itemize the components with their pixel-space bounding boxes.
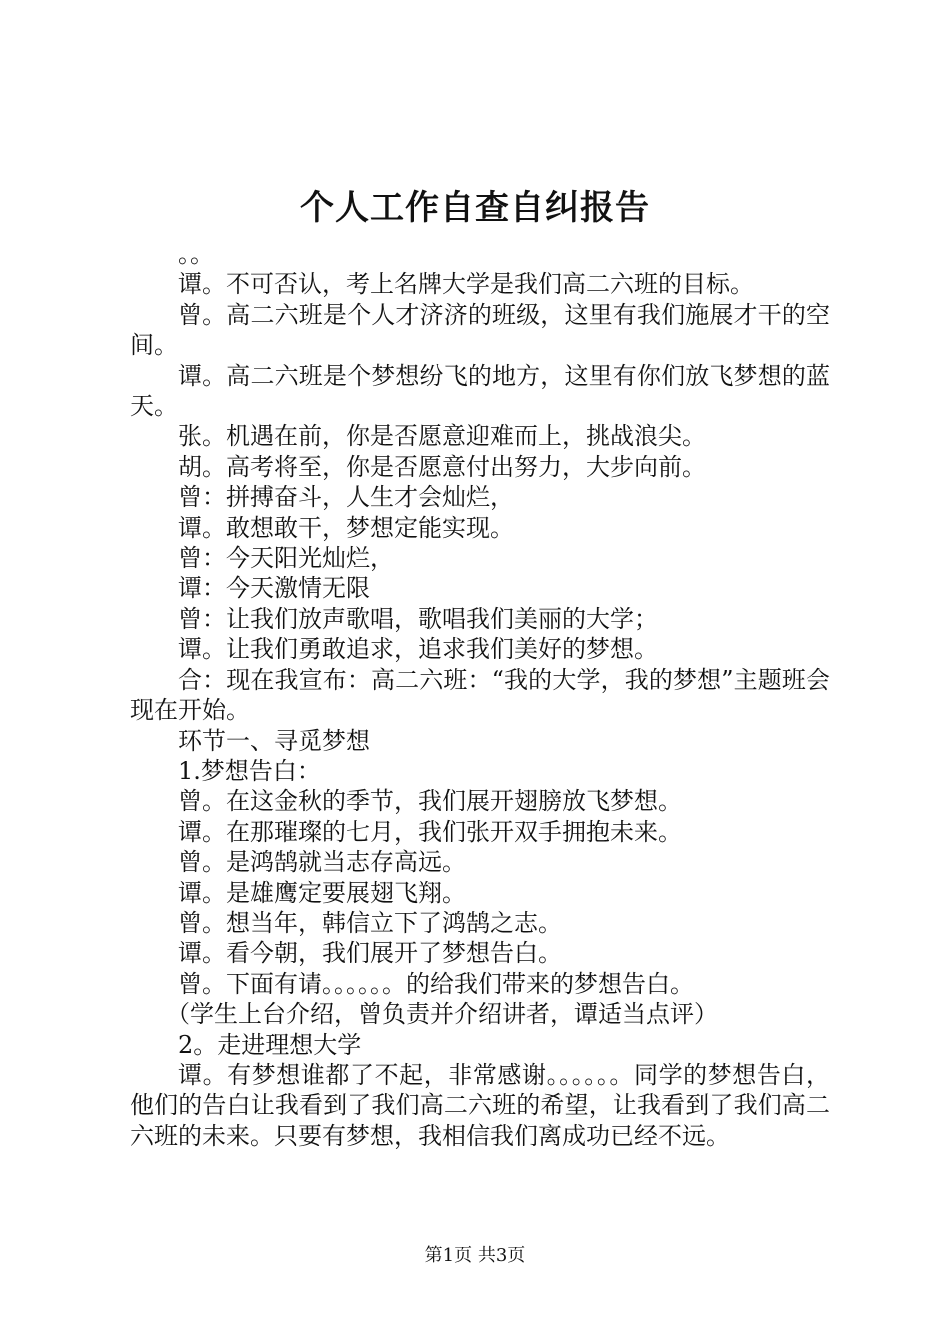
paragraph: 谭。在那璀璨的七月，我们张开双手拥抱未来。	[178, 817, 682, 846]
paragraph: 曾：让我们放声歌唱，歌唱我们美丽的大学；	[178, 604, 658, 633]
paragraph: 张。机遇在前，你是否愿意迎难而上，挑战浪尖。	[178, 422, 706, 451]
paragraph: 谭。不可否认，考上名牌大学是我们高二六班的目标。	[178, 270, 754, 299]
paragraph: 谭。有梦想谁都了不起，非常感谢。。。。。。同学的梦想告白，他们的告白让我看到了我们高二六班的希望，让我看到了我们高二六班的未来。只要有梦想，我相信我们离成功已经不远。	[130, 1060, 830, 1150]
paragraph: 谭。让我们勇敢追求，追求我们美好的梦想。	[178, 635, 658, 664]
subsection-heading: 1.梦想告白：	[178, 756, 321, 785]
paragraph: 曾：拼搏奋斗，人生才会灿烂，	[178, 483, 514, 512]
paragraph: 曾。高二六班是个人才济济的班级，这里有我们施展才干的空间。	[130, 300, 830, 360]
document-title: 个人工作自查自纠报告	[300, 188, 650, 228]
paragraph: 合：现在我宣布：高二六班：“我的大学，我的梦想”主题班会现在开始。	[130, 665, 830, 725]
paragraph: 曾。下面有请。。。。。。的给我们带来的梦想告白。	[178, 969, 694, 998]
paragraph: 曾：今天阳光灿烂，	[178, 544, 394, 573]
paragraph: 。。	[178, 240, 214, 268]
paragraph: 谭。看今朝，我们展开了梦想告白。	[178, 939, 562, 968]
paragraph: 谭。敢想敢干，梦想定能实现。	[178, 513, 514, 542]
stage-note: （学生上台介绍，曾负责并介绍讲者，谭适当点评）	[166, 1000, 718, 1029]
paragraph: 曾。在这金秋的季节，我们展开翅膀放飞梦想。	[178, 787, 682, 816]
page-footer: 第1页 共3页	[424, 1245, 526, 1266]
subsection-heading: 2。走进理想大学	[178, 1030, 362, 1059]
paragraph: 曾。想当年，韩信立下了鸿鹄之志。	[178, 908, 562, 937]
document-body	[130, 239, 830, 1151]
paragraph: 谭。高二六班是个梦想纷飞的地方，这里有你们放飞梦想的蓝天。	[130, 361, 830, 421]
paragraph: 曾。是鸿鹄就当志存高远。	[178, 848, 466, 877]
paragraph: 谭。是雄鹰定要展翅飞翔。	[178, 878, 466, 907]
paragraph: 胡。高考将至，你是否愿意付出努力，大步向前。	[178, 452, 706, 481]
paragraph: 谭：今天激情无限	[178, 574, 370, 603]
section-heading: 环节一、寻觅梦想	[178, 726, 370, 755]
